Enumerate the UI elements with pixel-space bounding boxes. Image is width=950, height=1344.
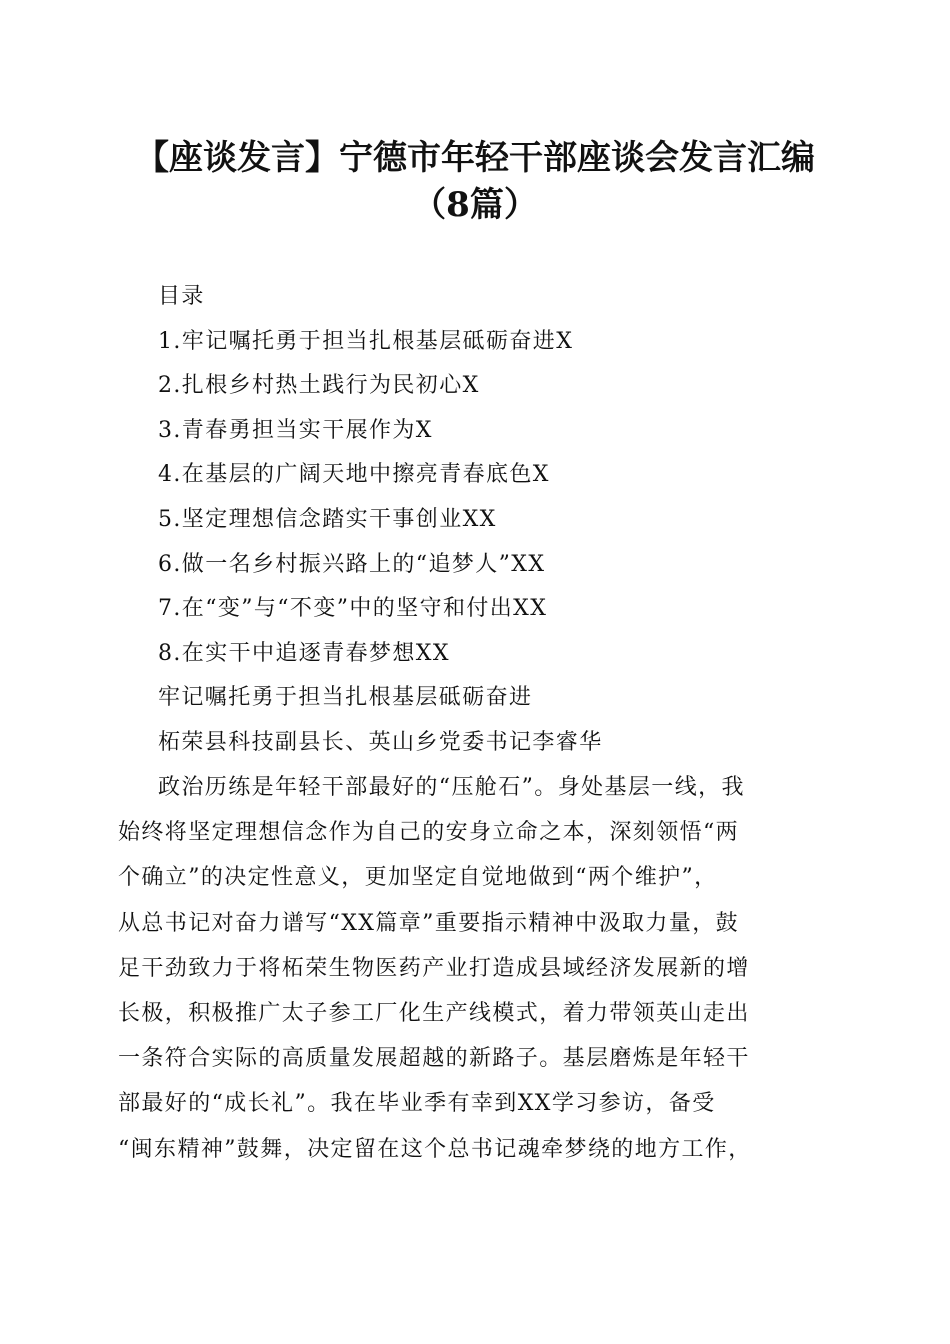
- toc-item: 2.扎根乡村热土践行为民初心X: [158, 373, 480, 399]
- section-title: 牢记嘱托勇于担当扎根基层砥砺奋进: [158, 685, 533, 711]
- author-line: 柘荣县科技副县长、英山乡党委书记李睿华: [158, 729, 603, 755]
- paragraph-line: 一条符合实际的高质量发展超越的新路子。基层磨炼是年轻干: [118, 1046, 750, 1072]
- document-title-line1: 【座谈发言】宁德市年轻干部座谈会发言汇编: [135, 138, 815, 178]
- body-paragraph: [118, 773, 830, 1180]
- paragraph-line: 始终将坚定理想信念作为自己的安身立命之本，深刻领悟“两: [118, 820, 740, 846]
- paragraph-line: 个确立”的决定性意义，更加坚定自觉地做到“两个维护”，: [118, 865, 718, 891]
- toc-item: 3.青春勇担当实干展作为X: [158, 417, 433, 443]
- toc-item: 1.牢记嘱托勇于担当扎根基层砥砺奋进X: [158, 328, 574, 354]
- document-title-line2: （8篇）: [412, 185, 538, 225]
- toc-item: 7.在“变”与“不变”中的坚守和付出XX: [158, 596, 548, 622]
- paragraph-line: 足干劲致力于将柘荣生物医药产业打造成县域经济发展新的增: [118, 955, 750, 981]
- table-of-contents: [158, 282, 858, 773]
- paragraph-line: “闽东精神”鼓舞，决定留在这个总书记魂牵梦绕的地方工作，: [118, 1136, 752, 1162]
- paragraph-line: 部最好的“成长礼”。我在毕业季有幸到XX学习参访，备受: [118, 1091, 716, 1117]
- toc-item: 5.坚定理想信念踏实干事创业XX: [158, 506, 497, 532]
- toc-heading: 目录: [158, 284, 205, 309]
- paragraph-line: 从总书记对奋力谱写“XX篇章”重要指示精神中汲取力量，鼓: [118, 910, 740, 936]
- paragraph-line: 长极，积极推广太子参工厂化生产线模式，着力带领英山走出: [118, 1000, 750, 1026]
- toc-item: 6.做一名乡村振兴路上的“追梦人”XX: [158, 551, 546, 577]
- toc-item: 4.在基层的广阔天地中擦亮青春底色X: [158, 462, 550, 488]
- toc-item: 8.在实干中追逐青春梦想XX: [158, 640, 450, 666]
- paragraph-line: 政治历练是年轻干部最好的“压舱石”。身处基层一线，我: [158, 775, 745, 800]
